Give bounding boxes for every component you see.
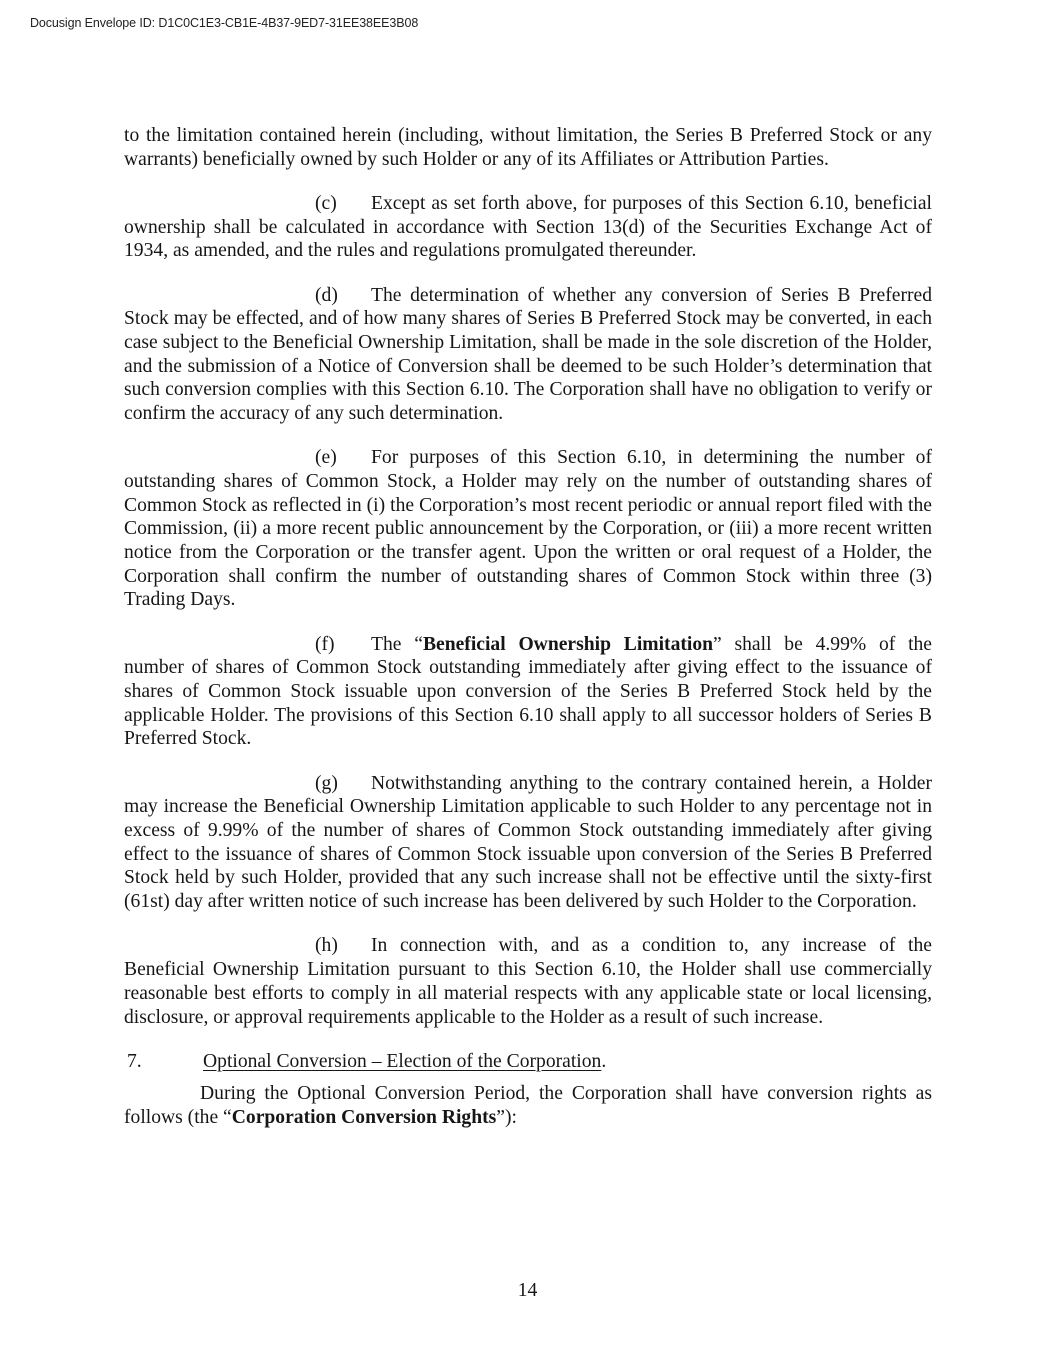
defined-term-corporation-conversion-rights: Corporation Conversion Rights bbox=[231, 1106, 497, 1128]
subsection-g bbox=[124, 772, 932, 914]
page-number: 14 bbox=[517, 1280, 538, 1301]
subsection-text: Notwithstanding anything to the contrary contained herein, a Holder may increase the Beneficial Ownership Limitation applicable to such Holder to any percentage not in excess of 9.99% of the number of shares of Common Stock outstanding immediately after giving effect to the issuance of shares of Common Stock issuable upon conversion of the Series B Preferred Stock held by such Holder, provided that any such increase shall not be effective until the sixty-first (61st) day after written notice of such increase has been delivered by such Holder to the Corporation. bbox=[124, 772, 932, 913]
subsection-text: For purposes of this Section 6.10, in determining the number of outstanding shares of Common Stock, a Holder may rely on the number of outstanding shares of Common Stock as reflected in (i) the Corporation’s most recent periodic or annual report filed with the Commission, (ii) a more recent public announcement by the Corporation, or (iii) a more recent written notice from the Corporation or the transfer agent. Upon the written or oral request of a Holder, the Corporation shall confirm the number of outstanding shares of Common Stock within three (3) Trading Days. bbox=[124, 447, 932, 611]
subsection-text: Except as set forth above, for purposes of this Section 6.10, beneficial ownership shall be calculated in accordance with Section 13(d) of the Securities Exchange Act of 1934, as amended, and the rules and regulations promulgated thereunder. bbox=[124, 192, 932, 262]
subsection-label: (d) bbox=[315, 284, 338, 306]
section-number: 7. bbox=[127, 1051, 142, 1073]
subsection-text: The determination of whether any conversion of Series B Preferred Stock may be effected, and of how many shares of Series B Preferred Stock may be converted, in each case subject to the Beneficial Ownership Limitation, shall be made in the sole discretion of the Holder, and the submission of a Notice of Conversion shall be deemed to be such Holder’s determination that such conversion complies with this Section 6.10. The Corporation shall have no obligation to verify or confirm the accuracy of any such determination. bbox=[124, 284, 932, 425]
subsection-c bbox=[124, 192, 932, 263]
subsection-text-before: The “ bbox=[371, 633, 423, 655]
continuation-paragraph: to the limitation contained herein (including, without limitation, the Series B Preferred Stock or any warrants) beneficially owned by such Holder or any of its Affiliates or Attribution Parties. bbox=[124, 125, 932, 170]
section-7-body bbox=[124, 1082, 932, 1129]
subsection-text-after: ” shall be 4.99% of the number of shares of Common Stock outstanding immediately after giving effect to the issuance of shares of Common Stock issuable upon conversion of the Series B Preferred Stock held by the applicable Holder. The provisions of this Section 6.10 shall apply to all successor holders of Series B Preferred Stock. bbox=[124, 633, 933, 750]
subsection-f bbox=[124, 633, 932, 752]
subsection-label: (e) bbox=[315, 447, 337, 469]
section-body-after: ”): bbox=[496, 1106, 517, 1128]
docusign-envelope-id: Docusign Envelope ID: D1C0C1E3-CB1E-4B37-9ED7-31EE38EE3B08 bbox=[30, 16, 419, 30]
subsection-label: (c) bbox=[315, 192, 337, 214]
subsection-d bbox=[124, 284, 932, 426]
section-title: Optional Conversion – Election of the Corporation bbox=[203, 1051, 602, 1073]
section-7-heading bbox=[124, 1050, 932, 1074]
subsection-label: (f) bbox=[315, 633, 335, 655]
subsection-label: (h) bbox=[315, 935, 338, 957]
document-page bbox=[124, 124, 932, 1129]
section-title-period: . bbox=[601, 1051, 607, 1073]
subsection-label: (g) bbox=[315, 772, 338, 794]
subsection-text: In connection with, and as a condition to, any increase of the Beneficial Ownership Limitation pursuant to this Section 6.10, the Holder shall use commercially reasonable best efforts to comply in all material respects with any applicable state or local licensing, disclosure, or approval requirements applicable to the Holder as a result of such increase. bbox=[124, 935, 932, 1028]
defined-term-beneficial-ownership-limitation: Beneficial Ownership Limitation bbox=[422, 633, 714, 655]
subsection-e bbox=[124, 446, 932, 612]
section-body-before: During the Optional Conversion Period, the Corporation shall have conversion rights as follows (the “ bbox=[124, 1082, 932, 1128]
subsection-h bbox=[124, 934, 932, 1029]
